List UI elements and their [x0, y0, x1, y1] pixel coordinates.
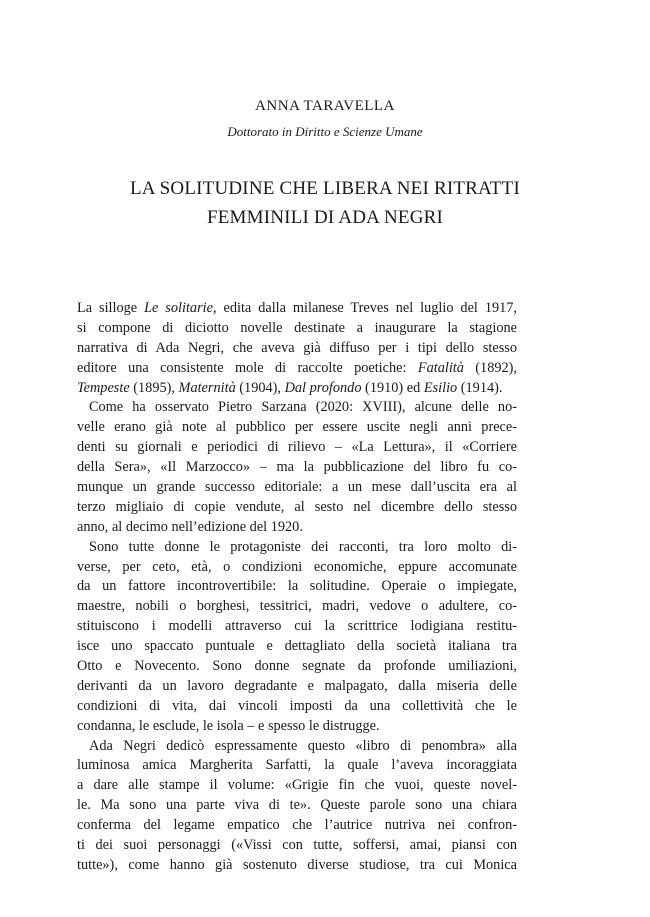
body-line	[77, 677, 517, 697]
body-line	[77, 438, 517, 458]
author-name: ANNA TARAVELLA	[255, 98, 395, 114]
body-line	[77, 379, 517, 399]
body-line	[77, 816, 517, 836]
body-line	[77, 737, 517, 757]
article-title	[0, 174, 650, 232]
text-run: condanna, le esclude, le isola – e spesso le distrugge.	[77, 717, 380, 734]
text-run: anno, al decimo nell’edizione del 1920.	[77, 518, 303, 535]
author-affiliation: Dottorato in Diritto e Scienze Umane	[227, 124, 423, 139]
body-line	[77, 637, 517, 657]
text-run: isce uno spaccato puntuale e dettagliato della società italiana tra	[77, 638, 517, 655]
body-line	[77, 836, 517, 856]
italic-title: Maternità	[178, 379, 236, 396]
italic-title: Dal profondo	[284, 379, 362, 396]
body-line	[77, 319, 517, 339]
text-run: stituiscono i modelli attraverso cui la scrittrice lodigiana restitu-	[77, 618, 517, 635]
text-run: narrativa di Ada Negri, che aveva già diffuso per i tipi dello stesso	[77, 339, 517, 356]
italic-title: Tempeste	[77, 379, 130, 396]
text-run: Sono tutte donne le protagoniste dei racconti, tra loro molto di-	[89, 538, 517, 555]
text-run: da un fattore incontrovertibile: la solitudine. Operaie o impiegate,	[77, 578, 517, 595]
body-line	[77, 458, 517, 478]
body-line	[77, 756, 517, 776]
body-line	[77, 478, 517, 498]
body-line	[77, 538, 517, 558]
body-line	[77, 359, 517, 379]
text-run: a dare alle stampe il volume: «Grigie fin che vuoi, queste novel-	[77, 777, 517, 794]
body-line	[77, 498, 517, 518]
body-text	[77, 299, 517, 876]
body-line	[77, 776, 517, 796]
italic-title: Esilio	[423, 379, 458, 396]
text-run: La silloge	[77, 300, 145, 316]
text-run: velle erano già note al pubblico per essere uscite negli anni prece-	[77, 419, 517, 436]
text-run: ti dei suoi personaggi («Vissi con tutte, soffersi, amai, piansi con	[77, 837, 517, 854]
text-run: (1904),	[235, 379, 285, 396]
italic-title: Fatalità	[417, 359, 464, 376]
text-run: della Sera», «Il Marzocco» – ma la pubblicazione del libro fu co-	[77, 459, 517, 476]
body-line	[77, 518, 517, 538]
text-run: terzo migliaio di copie vendute, al sesto nel dicembre dello stesso	[77, 498, 517, 515]
text-run: editore una consistente mole di raccolte poetiche:	[77, 359, 418, 376]
body-line	[77, 796, 517, 816]
text-run: Otto e Novecento. Sono donne segnate da profonde umiliazioni,	[77, 658, 517, 675]
body-line	[77, 657, 517, 677]
text-run: conferma del legame empatico che l’autrice nutriva nei confron-	[77, 817, 517, 834]
body-line	[77, 558, 517, 578]
text-run: (1895),	[129, 379, 179, 396]
title-line-2: FEMMINILI DI ADA NEGRI	[206, 207, 444, 228]
body-line	[77, 597, 517, 617]
title-line-1: LA SOLITUDINE CHE LIBERA NEI RITRATTI	[130, 178, 520, 199]
text-run: le. Ma sono una parte viva di te». Queste parole sono una chiara	[77, 797, 517, 814]
text-run: (1892),	[463, 359, 517, 376]
body-line	[77, 299, 517, 319]
text-run: tutte»), come hanno già sostenuto diverse studiose, tra cui Monica	[77, 856, 517, 873]
text-run: , edita dalla milanese Treves nel luglio del 1917,	[212, 300, 517, 316]
body-line	[77, 398, 517, 418]
text-run: (1914).	[457, 379, 503, 396]
text-run: verse, per ceto, età, o condizioni economiche, eppure accomunate	[77, 558, 517, 575]
body-line	[77, 697, 517, 717]
text-run: maestre, nobili o borghesi, tessitrici, madri, vedove o adultere, co-	[77, 598, 517, 615]
text-run: Come ha osservato Pietro Sarzana (2020: XVIII), alcune delle no-	[89, 399, 517, 416]
body-line	[77, 577, 517, 597]
text-run: Ada Negri dedicò espressamente questo «libro di penombra» alla	[89, 737, 517, 754]
body-line	[77, 617, 517, 637]
text-run: condizioni di vita, dai vincoli imposti da una collettività che le	[77, 697, 517, 714]
text-run: (1910) ed	[361, 379, 424, 396]
text-run: derivanti da un lavoro degradante e malpagato, dalla miseria delle	[77, 677, 517, 694]
body-line	[77, 856, 517, 876]
text-run: denti su giornali e periodici di rilievo – «La Lettura», il «Corriere	[77, 439, 517, 456]
text-run: munque un grande successo editoriale: a un mese dall’uscita era al	[77, 479, 517, 496]
body-line	[77, 717, 517, 737]
body-line	[77, 339, 517, 359]
text-run: si compone di diciotto novelle destinate a inaugurare la stagione	[77, 319, 517, 336]
italic-title: Le solitarie	[144, 300, 213, 316]
text-run: luminosa amica Margherita Sarfatti, la quale l’aveva incoraggiata	[77, 757, 517, 774]
body-line	[77, 418, 517, 438]
